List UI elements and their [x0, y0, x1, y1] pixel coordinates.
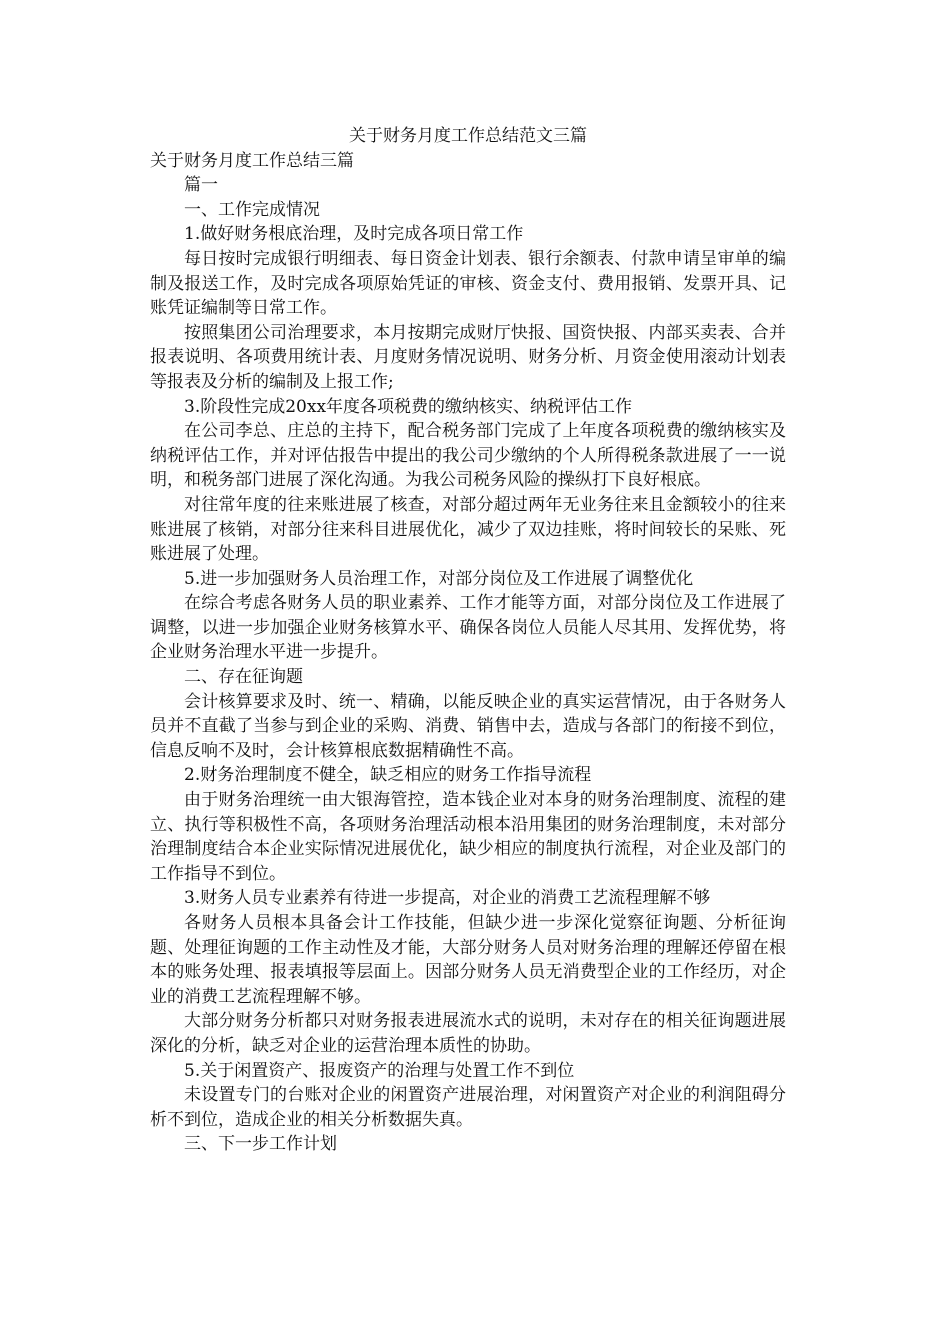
subsection-heading: 3.阶段性完成20xx年度各项税费的缴纳核实、纳税评估工作	[184, 396, 633, 417]
subsection-heading: 5.进一步加强财务人员治理工作，对部分岗位及工作进展了调整优化	[184, 568, 694, 589]
paragraph: 由于财务治理统一由大银海管控，造本钱企业对本身的财务治理制度、流程的建立、执行等积极性不高，各项财务治理活动根本沿用集团的财务治理制度，未对部分治理制度结合本企业实际情况进展优化，缺少相应的制度执行流程，对企业及部门的工作指导不到位。	[150, 790, 786, 884]
subsection-heading: 3.财务人员专业素养有待进一步提高，对企业的消费工艺流程理解不够	[184, 888, 711, 909]
paragraph: 对往常年度的往来账进展了核查，对部分超过两年无业务往来且金额较小的往来账进展了核销，对部分往来科目进展优化，减少了双边挂账，将时间较长的呆账、死账进展了处理。	[150, 494, 786, 565]
subsection-heading: 2.财务治理制度不健全，缺乏相应的财务工作指导流程	[184, 765, 592, 786]
paragraph: 各财务人员根本具备会计工作技能，但缺少进一步深化觉察征询题、分析征询题、处理征询题的工作主动性及才能，大部分财务人员对财务治理的理解还停留在根本的账务处理、报表填报等层面上。因部分财务人员无消费型企业的工作经历，对企业的消费工艺流程理解不够。	[150, 913, 786, 1007]
paragraph: 在公司李总、庄总的主持下，配合税务部门完成了上年度各项税费的缴纳核实及纳税评估工作，并对评估报告中提出的我公司少缴纳的个人所得税条款进展了一一说明，和税务部门进展了深化沟通。为我公司税务风险的操纵打下良好根底。	[150, 421, 786, 491]
paragraph: 大部分财务分析都只对财务报表进展流水式的说明，未对存在的相关征询题进展深化的分析，缺乏对企业的运营治理本质性的协助。	[150, 1011, 786, 1056]
paragraph: 未设置专门的台账对企业的闲置资产进展治理，对闲置资产对企业的利润阻碍分析不到位，造成企业的相关分析数据失真。	[150, 1085, 786, 1130]
section-heading: 二、存在征询题	[184, 667, 303, 688]
document-page	[150, 124, 786, 1157]
section-heading: 三、下一步工作计划	[184, 1134, 337, 1155]
document-title: 关于财务月度工作总结范文三篇	[349, 126, 587, 146]
paragraph: 会计核算要求及时、统一、精确，以能反映企业的真实运营情况，由于各财务人员并不直截了当参与到企业的采购、消费、销售中去，造成与各部门的衔接不到位，信息反响不及时，会计核算根底数据精确性不高。	[150, 691, 786, 761]
paragraph: 按照集团公司治理要求，本月按期完成财厅快报、国资快报、内部买卖表、合并报表说明、各项费用统计表、月度财务情况说明、财务分析、月资金使用滚动计划表等报表及分析的编制及上报工作;	[150, 322, 786, 392]
paragraph: 篇一	[184, 175, 218, 196]
section-heading: 一、工作完成情况	[184, 199, 320, 220]
paragraph: 在综合考虑各财务人员的职业素养、工作才能等方面，对部分岗位及工作进展了调整，以进一步加强企业财务核算水平、确保各岗位人员能人尽其用、发挥优势，将企业财务治理水平进一步提升。	[150, 593, 786, 663]
subsection-heading: 5.关于闲置资产、报废资产的治理与处置工作不到位	[184, 1060, 575, 1081]
paragraph: 每日按时完成银行明细表、每日资金计划表、银行余额表、付款申请呈审单的编制及报送工作，及时完成各项原始凭证的审核、资金支付、费用报销、发票开具、记账凭证编制等日常工作。	[150, 248, 786, 319]
subsection-heading: 1.做好财务根底治理，及时完成各项日常工作	[184, 224, 524, 245]
document-subtitle: 关于财务月度工作总结三篇	[150, 150, 354, 171]
